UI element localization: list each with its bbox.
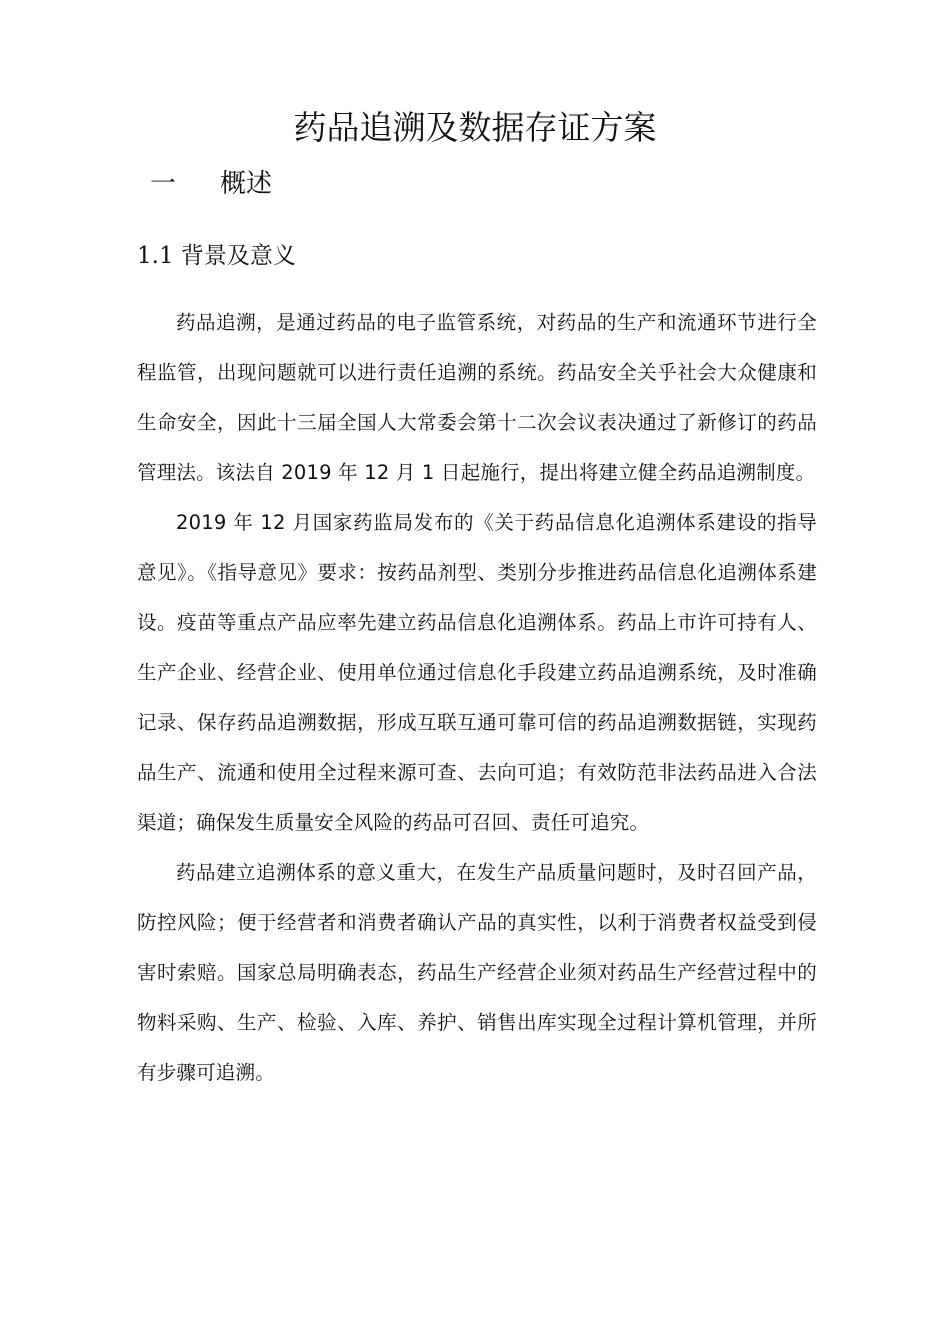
section-number: 一 xyxy=(150,169,177,199)
document-title: 药品追溯及数据存证方案 xyxy=(293,108,657,147)
section-heading xyxy=(150,164,272,204)
body-text xyxy=(137,298,817,1098)
paragraph-2: 2019 年 12 月国家药监局发布的《关于药品信息化追溯体系建设的指导意见》。《指导意见》要求：按药品剂型、类别分步推进药品信息化追溯体系建设。疫苗等重点产品应率先建立药品信息化追溯体系。药品上市许可持有人、生产企业、经营企业、使用单位通过信息化手段建立药品追溯系统，及时准确记录、保存药品追溯数据，形成互联互通可靠可信的药品追溯数据链，实现药品生产、流通和使用全过程来源可查、去向可追；有效防范非法药品进入合法渠道；确保发生质量安全风险的药品可召回、责任可追究。 xyxy=(137,511,817,834)
paragraph-3: 药品建立追溯体系的意义重大，在发生产品质量问题时，及时召回产品，防控风险；便于经营者和消费者确认产品的真实性，以利于消费者权益受到侵害时索赔。国家总局明确表态，药品生产经营企业须对药品生产经营过程中的物料采购、生产、检验、入库、养护、销售出库实现全过程计算机管理，并所有步骤可追溯。 xyxy=(137,861,817,1084)
paragraph-1: 药品追溯，是通过药品的电子监管系统，对药品的生产和流通环节进行全程监管，出现问题就可以进行责任追溯的系统。药品安全关乎社会大众健康和生命安全，因此十三届全国人大常委会第十二次会议表决通过了新修订的药品管理法。该法自 2019 年 12 月 1 日起施行，提出将建立健全药品追溯制度。 xyxy=(137,311,817,484)
section-title: 概述 xyxy=(220,169,273,199)
subsection-heading: 1.1 背景及意义 xyxy=(137,243,296,269)
